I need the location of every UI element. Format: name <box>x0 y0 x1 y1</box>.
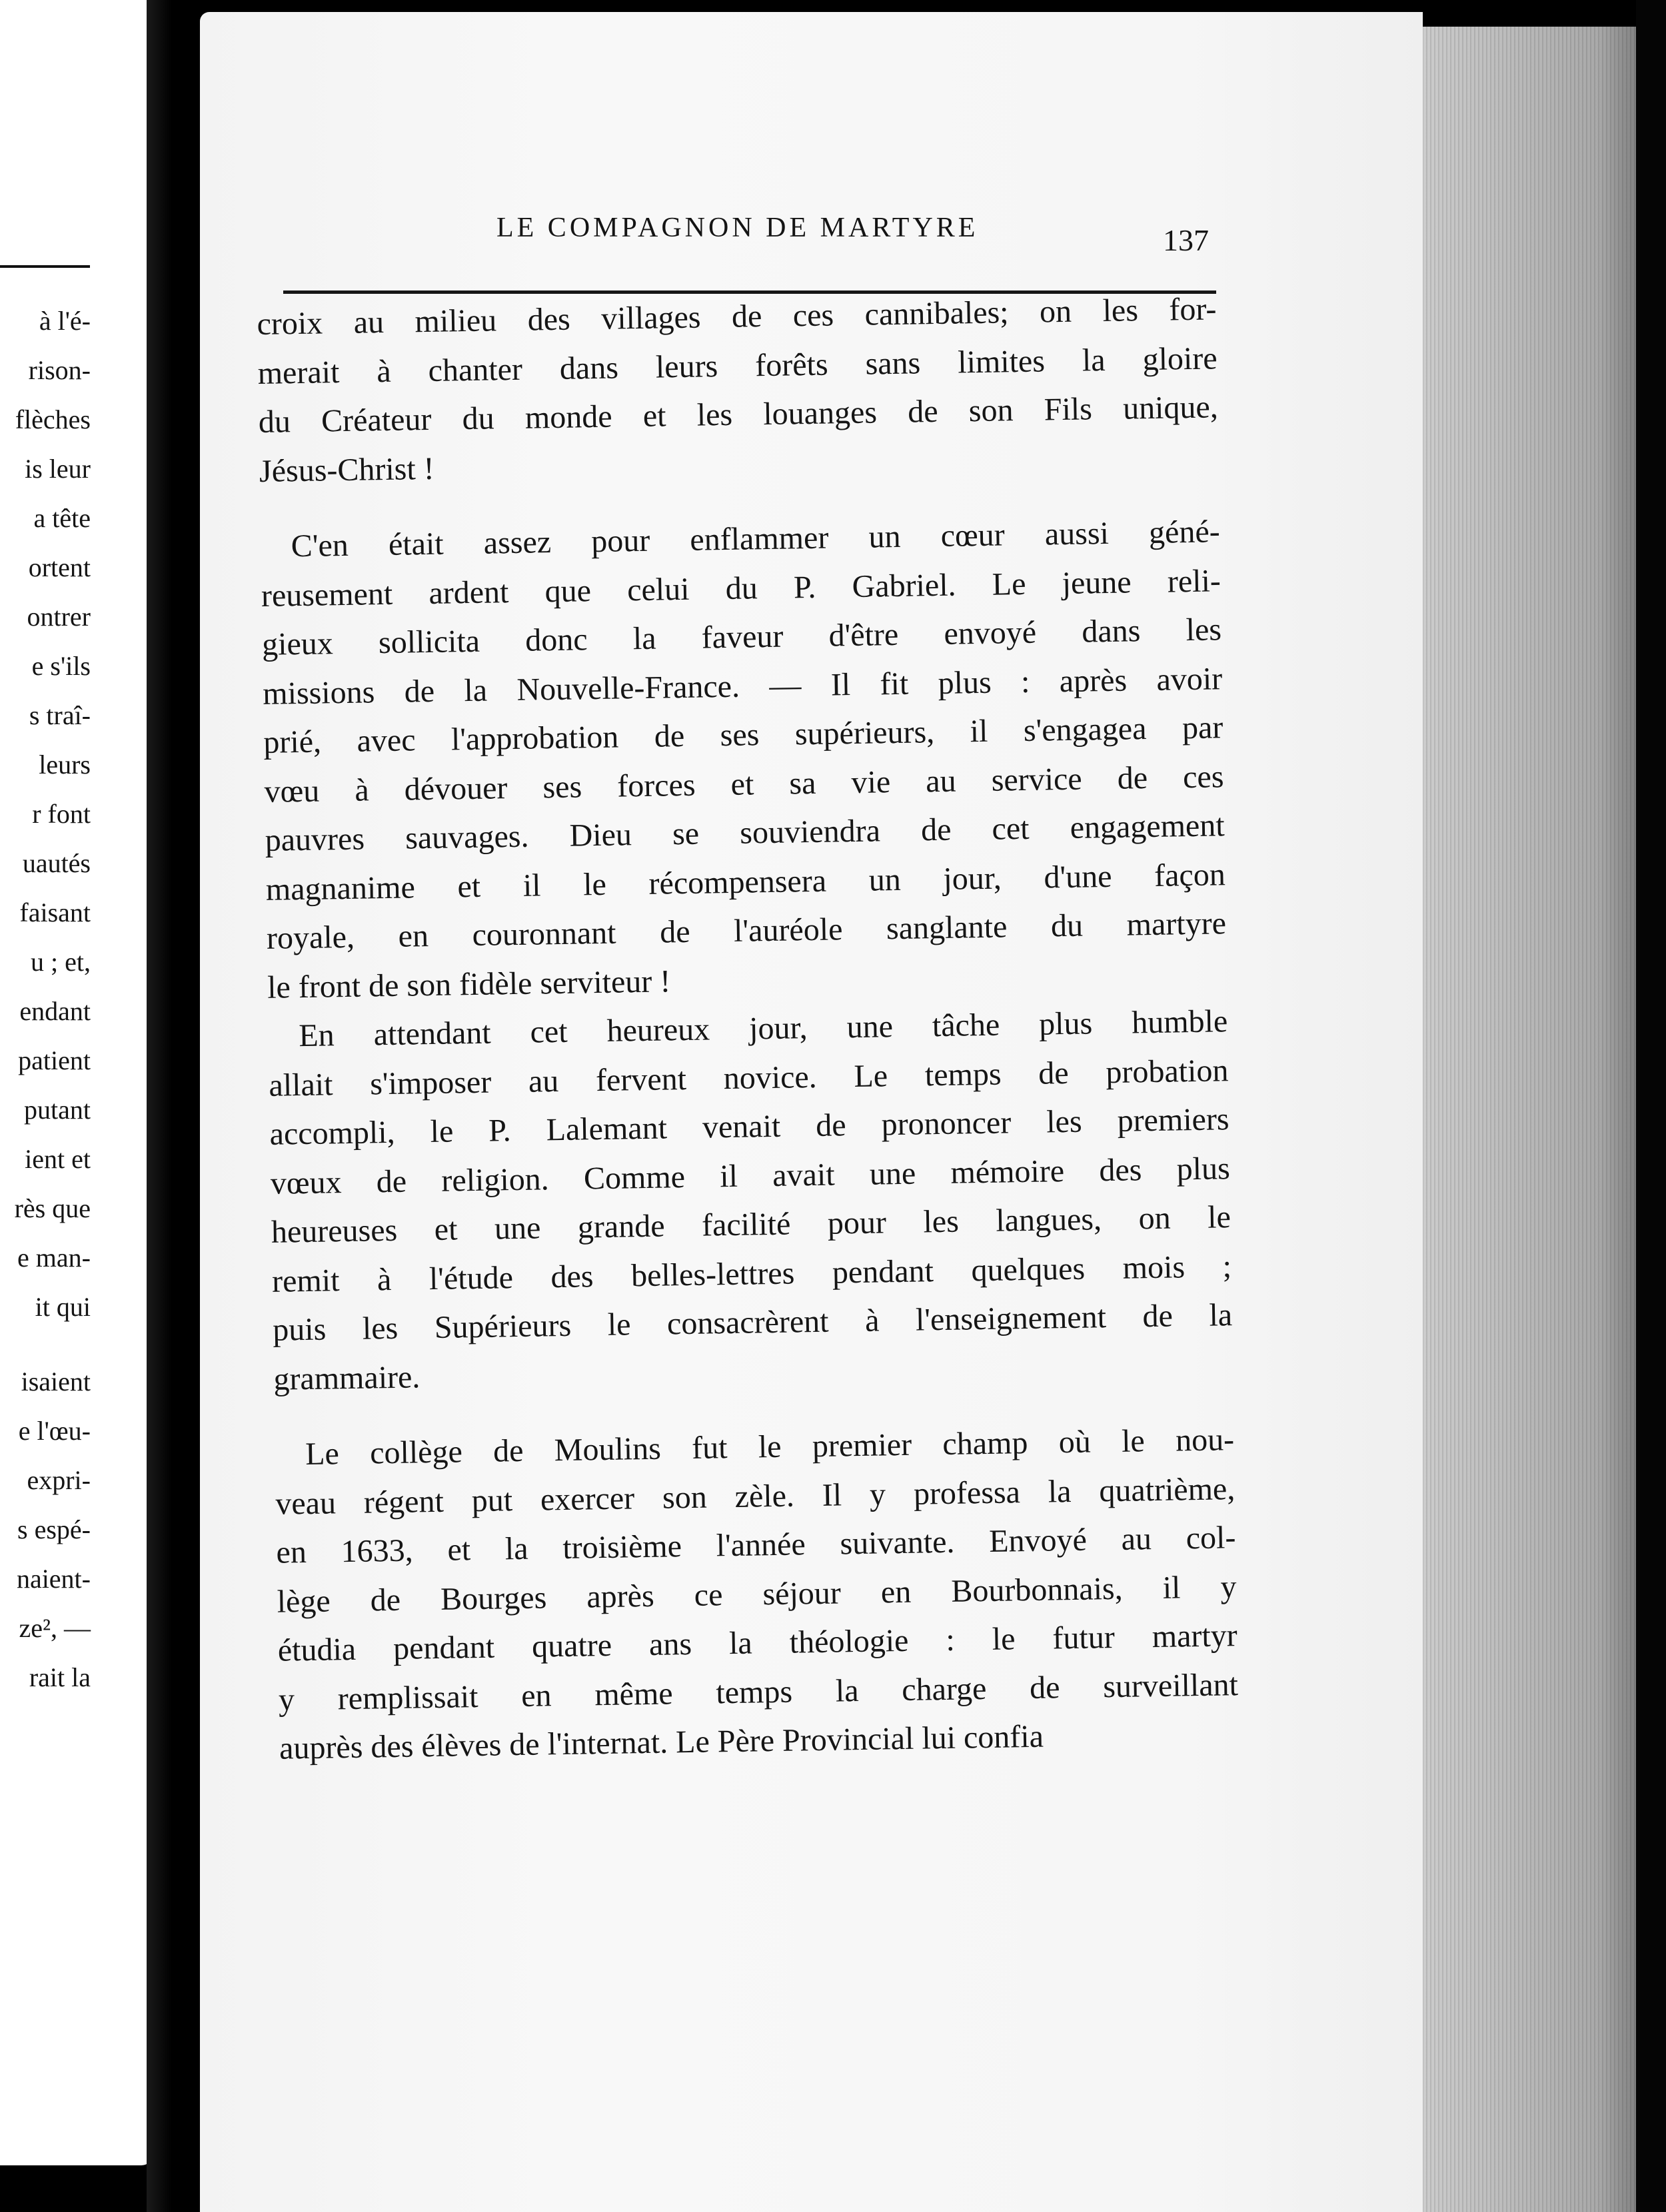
left-page-line: leurs <box>39 750 91 780</box>
text-line: gieux sollicita donc la faveur d'être envoyé dans les <box>261 612 1222 662</box>
text-line: remit à l'étude des belles-lettres pendant quelques mois ; <box>271 1248 1232 1299</box>
text-line: en 1633, et la troisième l'année suivante. Envoyé au col- <box>276 1520 1236 1570</box>
left-page-line: rès que <box>14 1193 91 1223</box>
paragraph <box>268 997 1234 1404</box>
text-line: merait à chanter dans leurs forêts sans limites la gloire <box>257 340 1218 391</box>
left-page-line: putant <box>24 1095 91 1125</box>
text-line: étudia pendant quatre ans la théologie : le futur martyr <box>277 1618 1238 1668</box>
text-line: Le collège de Moulins fut le premier champ où le nou- <box>305 1422 1235 1472</box>
left-page-line: naient- <box>16 1564 91 1594</box>
text-line: reusement ardent que celui du P. Gabriel. Le jeune reli- <box>261 562 1222 614</box>
left-page-line: faisant <box>19 897 91 927</box>
text-line: puis les Supérieurs le consacrèrent à l'enseignement de la <box>272 1297 1233 1348</box>
paragraph <box>275 1415 1240 1773</box>
body-text <box>257 284 1240 1773</box>
left-page-line: expri- <box>27 1465 91 1495</box>
scan-border <box>1636 0 1666 2212</box>
left-page-line: ze², — <box>19 1613 91 1643</box>
left-page-line: e l'œu- <box>18 1416 91 1446</box>
left-page-line: ortent <box>28 552 91 582</box>
left-page-line: flèches <box>15 404 91 434</box>
text-line: croix au milieu des villages de ces cannibales; on les for- <box>257 291 1217 342</box>
page-block-edge <box>1406 27 1646 2212</box>
left-page-line: s espé- <box>17 1514 91 1544</box>
paragraph <box>260 507 1227 1012</box>
page-number: 137 <box>1163 223 1209 257</box>
text-line: Jésus-Christ ! <box>259 450 435 489</box>
text-line: le front de son fidèle serviteur ! <box>267 963 671 1005</box>
left-page-line: ontrer <box>27 602 91 632</box>
left-page-line: s traî- <box>29 700 91 730</box>
left-page-line: rison- <box>28 355 91 385</box>
left-page-line: r font <box>32 799 91 829</box>
left-page-line: e man- <box>17 1243 91 1273</box>
left-page-line <box>0 1332 91 1357</box>
text-line: grammaire. <box>273 1359 420 1397</box>
left-page-header-rule <box>0 265 90 268</box>
text-line: missions de la Nouvelle-France. — Il fit plus : après avoir <box>262 660 1223 712</box>
text-line: C'en était assez pour enflammer un cœur aussi géné- <box>291 514 1221 564</box>
left-page-line: rait la <box>29 1662 91 1692</box>
running-head: LE COMPAGNON DE MARTYRE <box>496 213 979 243</box>
text-line: magnanime et il le récompensera un jour, d'une façon <box>265 856 1226 907</box>
paragraph <box>257 284 1219 496</box>
left-page-line: endant <box>19 996 91 1026</box>
left-page-line: it qui <box>35 1292 91 1322</box>
left-page-line: patient <box>18 1045 91 1075</box>
text-line: veau régent put exercer son zèle. Il y professa la quatrième, <box>275 1470 1236 1522</box>
text-line: y remplissait en même temps la charge de surveillant <box>278 1666 1239 1718</box>
text-line: auprès des élèves de l'internat. Le Père Provincial lui confia <box>279 1718 1044 1766</box>
left-page-line: ient et <box>25 1144 91 1174</box>
text-line: heureuses et une grande facilité pour les langues, on le <box>271 1199 1232 1250</box>
text-line: royale, en couronnant de l'auréole sanglante du martyre <box>266 905 1227 956</box>
left-page-line: e s'ils <box>31 651 91 681</box>
text-line: prié, avec l'approbation de ses supérieurs, il s'engagea par <box>263 710 1224 760</box>
text-line: vœu à dévouer ses forces et sa vie au service de ces <box>264 758 1224 810</box>
text-line: accompli, le P. Lalemant venait de prononcer les premiers <box>269 1101 1230 1152</box>
left-page-line: a tête <box>33 503 91 533</box>
left-page-line: à l'é- <box>39 306 91 336</box>
left-page-line: u ; et, <box>31 947 91 977</box>
text-line: lège de Bourges après ce séjour en Bourbonnais, il y <box>277 1568 1237 1620</box>
text-line: En attendant cet heureux jour, une tâche plus humble <box>298 1003 1228 1054</box>
left-page-text <box>0 296 91 1702</box>
text-line: allait s'imposer au fervent novice. Le temps de probation <box>269 1052 1229 1103</box>
text-line: du Créateur du monde et les louanges de son Fils unique, <box>258 389 1219 440</box>
text-line: vœux de religion. Comme il avait une mémoire des plus <box>270 1150 1231 1201</box>
left-page-fragment <box>0 0 153 2165</box>
left-page-line: isaient <box>21 1367 91 1396</box>
left-page-line: uautés <box>22 848 91 878</box>
text-line: pauvres sauvages. Dieu se souviendra de cet engagement <box>265 808 1225 858</box>
left-page-line: is leur <box>25 454 91 484</box>
